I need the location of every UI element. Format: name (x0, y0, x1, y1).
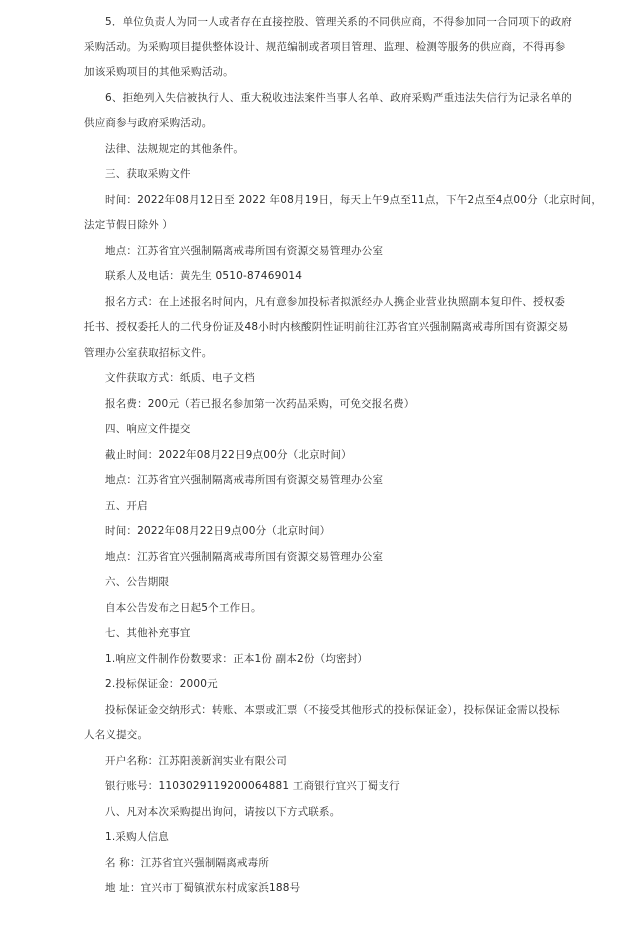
text-line: 自本公告发布之日起5个工作日。 (105, 602, 262, 614)
text-line: 时间：2022年08月12日至 2022 年08月19日，每天上午9点至11点，下午2点至4点00分（北京时间， (105, 194, 603, 206)
text-line: 法律、法规规定的其他条件。 (105, 143, 245, 155)
section-heading: 三、获取采购文件 (105, 168, 191, 180)
text-line: 报名方式：在上述报名时间内，凡有意参加投标者拟派经办人携企业营业执照副本复印件、授权委 (105, 296, 566, 308)
text-line: 名 称：江苏省宜兴强制隔离戒毒所 (105, 857, 270, 869)
text-line: 地点：江苏省宜兴强制隔离戒毒所国有资源交易管理办公室 (105, 245, 384, 257)
text-line: 地点：江苏省宜兴强制隔离戒毒所国有资源交易管理办公室 (105, 474, 384, 486)
text-line: 文件获取方式：纸质、电子文档 (105, 372, 255, 384)
text-line: 人名义提交。 (84, 729, 149, 741)
section-heading: 五、开启 (105, 500, 148, 512)
section-heading: 七、其他补充事宜 (105, 627, 191, 639)
text-line: 供应商参与政府采购活动。 (84, 117, 213, 129)
text-line: 联系人及电话：黄先生 0510-87469014 (105, 270, 303, 282)
text-line: 地点：江苏省宜兴强制隔离戒毒所国有资源交易管理办公室 (105, 551, 384, 563)
text-line: 加该采购项目的其他采购活动。 (84, 66, 234, 78)
text-line: 1.响应文件制作份数要求：正本1份 副本2份（均密封） (105, 653, 369, 665)
text-line: 2.投标保证金：2000元 (105, 678, 218, 690)
text-line: 6、拒绝列入失信被执行人、重大税收违法案件当事人名单、政府采购严重违法失信行为记录名单的 (105, 92, 572, 104)
text-line: 地 址：宜兴市丁蜀镇洑东村成家浜188号 (105, 882, 301, 894)
section-heading: 六、公告期限 (105, 576, 170, 588)
text-line: 投标保证金交纳形式：转账、本票或汇票（不接受其他形式的投标保证金），投标保证金需以投标 (105, 704, 560, 716)
text-line: 报名费：200元（若已报名参加第一次药品采购，可免交报名费） (105, 398, 415, 410)
section-heading: 八、凡对本次采购提出询问，请按以下方式联系。 (105, 806, 341, 818)
text-line: 1.采购人信息 (105, 831, 169, 843)
text-line: 采购活动。为采购项目提供整体设计、规范编制或者项目管理、监理、检测等服务的供应商，不得再参 (84, 41, 566, 53)
text-line: 管理办公室获取招标文件。 (84, 347, 213, 359)
text-line: 截止时间：2022年08月22日9点00分（北京时间） (105, 449, 352, 461)
section-heading: 四、响应文件提交 (105, 423, 191, 435)
text-line: 托书、授权委托人的二代身份证及48小时内核酸阴性证明前往江苏省宜兴强制隔离戒毒所国有资源交易 (84, 321, 569, 333)
text-line: 时间：2022年08月22日9点00分（北京时间） (105, 525, 331, 537)
text-line: 开户名称：江苏阳羡新润实业有限公司 (105, 755, 287, 767)
text-line: 法定节假日除外 ） (84, 219, 174, 231)
text-line: 5．单位负责人为同一人或者存在直接控股、管理关系的不同供应商，不得参加同一合同项下的政府 (105, 16, 572, 28)
text-line: 银行账号：1103029119200064881 工商银行宜兴丁蜀支行 (105, 780, 400, 792)
